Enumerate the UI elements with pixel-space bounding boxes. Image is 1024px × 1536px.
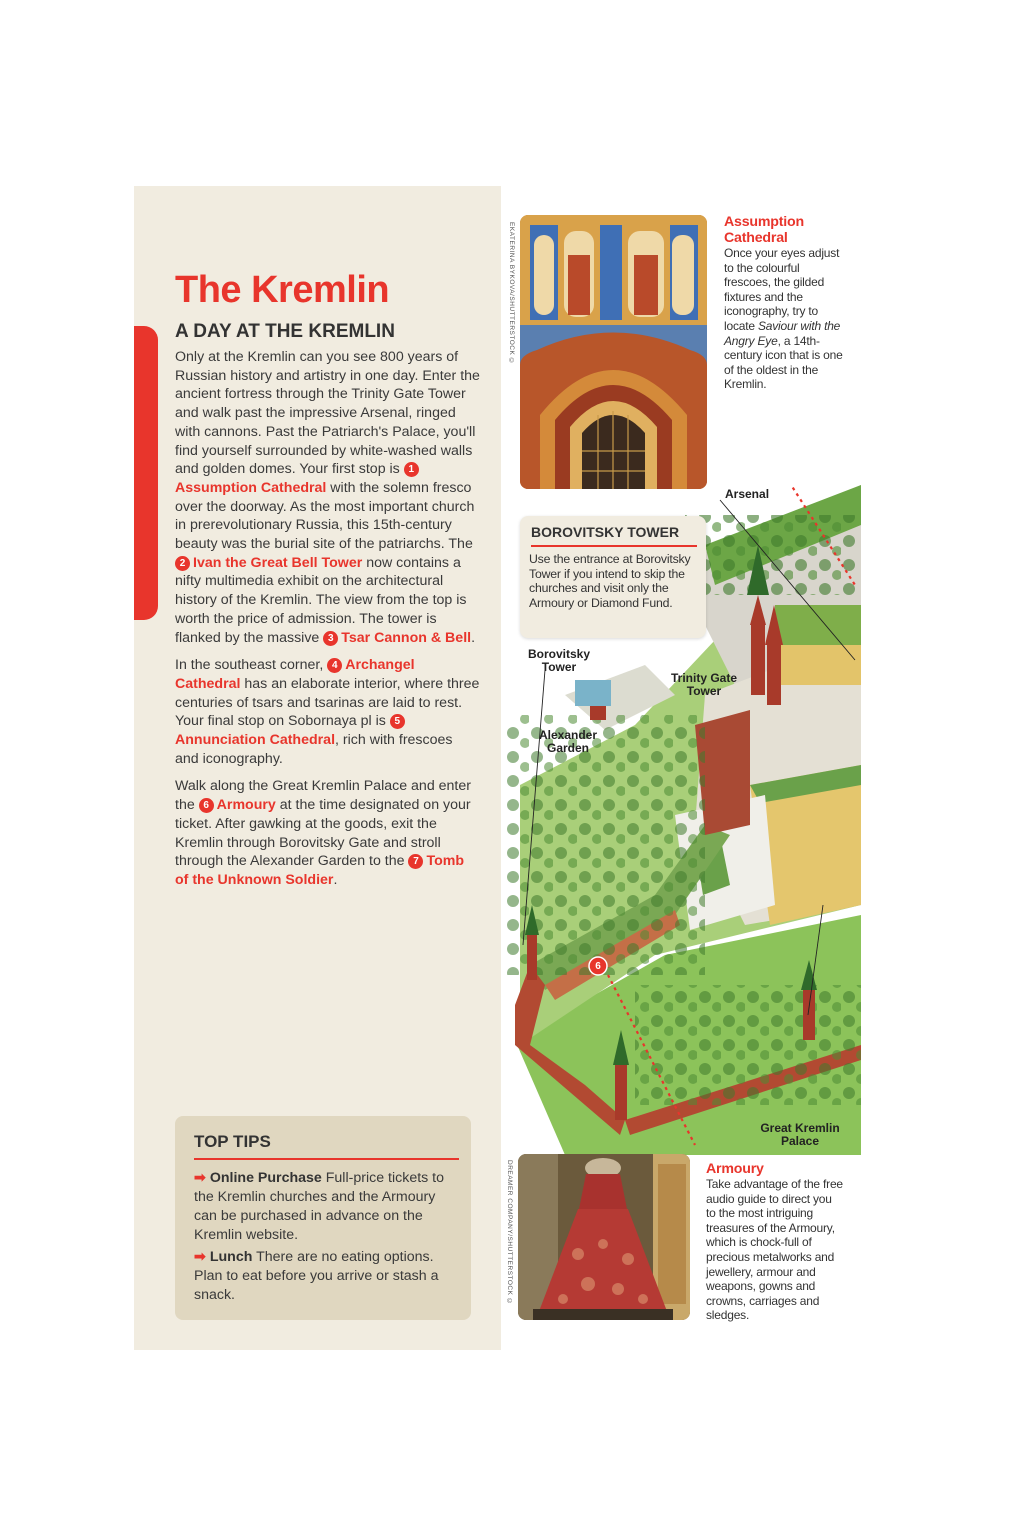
tip-item: ➡ Lunch There are no eating options. Plan to eat before you arrive or stash a snack. — [194, 1249, 439, 1303]
photo-credit-cathedral: EKATERINA BYKOVA/SHUTTERSTOCK © — [508, 222, 515, 366]
assumption-caption-title: Assumption Cathedral — [724, 214, 804, 246]
assumption-caption — [724, 214, 844, 392]
paragraph-2: In the southeast corner, 4 Archangel Cathedral has an elaborate interior, where three centuries of tsars and tsarinas are laid to rest. Your final stop on Sobornaya pl is 5Annunciation Cathedral, rich with frescoes and iconography. — [175, 657, 480, 767]
paragraph-1: Only at the Kremlin can you see 800 years of Russian history and artistry in one day. Enter the ancient fortress through the Trinity Gate Tower and walk past the impressive Arsenal, ringed with cannons. Past the Patriarch's Palace, you'll find yourself surrounded by white-washed walls and golden domes. Your first stop is 1Assumption Cathedral with the solemn fresco over the doorway. As the most important church in prerevolutionary Russia, this 15th-century beauty was the burial site of the patriarchs. The 2 Ivan the Great Bell Tower now contains a nifty multimedia exhibit on the architectural history of the Kremlin. The view from the top is worth the price of admission. The tower is flanked by the massive 3 Tsar Cannon & Bell. — [175, 349, 480, 646]
armoury-caption-title: Armoury — [706, 1161, 764, 1177]
armoury-caption — [706, 1161, 844, 1323]
link-assumption-cathedral[interactable]: Assumption Cathedral — [175, 479, 327, 496]
link-armoury[interactable]: Armoury — [216, 797, 276, 814]
page-title: The Kremlin — [175, 269, 390, 311]
label-arsenal: Arsenal — [725, 487, 770, 501]
label-great-kremlin-palace: Great Kremlin Palace — [760, 1121, 840, 1148]
borovitsky-callout — [520, 516, 706, 638]
marker-4: 4 — [327, 658, 342, 673]
label-borovitsky-tower: Borovitsky Tower — [527, 647, 591, 674]
cathedral-fresco-photo — [520, 215, 707, 489]
marker-7: 7 — [408, 854, 423, 869]
section-subtitle: A DAY AT THE KREMLIN — [175, 321, 395, 342]
tips-list — [194, 1169, 459, 1308]
armoury-caption-text: Take advantage of the free audio guide to direct you to the most intriguing treasures of the Armoury, which is chock-full of precious metalworks and jewellery, armour and weapons, gowns and crowns, carriages and sledges. — [706, 1177, 843, 1323]
label-trinity-gate-tower: Trinity Gate Tower — [670, 671, 738, 698]
borovitsky-title: BOROVITSKY TOWER — [531, 524, 680, 540]
itinerary-text — [175, 348, 480, 899]
marker-2: 2 — [175, 556, 190, 571]
top-tips-box — [175, 1116, 471, 1320]
marker-1: 1 — [404, 462, 419, 477]
tip-item: ➡ Online Purchase Full-price tickets to the Kremlin churches and the Armoury can be purchased in advance on the Kremlin website. — [194, 1170, 445, 1243]
arrow-right-icon: ➡ — [194, 1249, 206, 1265]
borovitsky-divider — [531, 545, 697, 547]
map-marker-6: 6 — [595, 961, 601, 972]
link-ivan-bell-tower[interactable]: Ivan the Great Bell Tower — [193, 554, 363, 571]
paragraph-3: Walk along the Great Kremlin Palace and enter the 6 Armoury at the time designated on your ticket. After gawking at the goods, exit the Kremlin through Borovitsky Gate and stroll through the Alexander Garden to the 7 Tomb of the Unknown Soldier. — [175, 778, 471, 888]
tips-divider — [194, 1158, 459, 1160]
tips-title: TOP TIPS — [194, 1132, 271, 1151]
borovitsky-text: Use the entrance at Borovitsky Tower if you intend to skip the churches and visit only the Armoury or Diamond Fund. — [529, 552, 691, 610]
chapter-tab — [134, 326, 158, 620]
assumption-caption-text: Once your eyes adjust to the colourful frescoes, the gilded fixtures and the iconography, try to locate Saviour with the Angry Eye, a 14th-century icon that is one of the oldest in the Kremlin. — [724, 246, 843, 392]
marker-6: 6 — [199, 798, 214, 813]
photo-credit-armoury: DREAMER COMPANY/SHUTTERSTOCK © — [506, 1160, 513, 1306]
link-archangel-cathedral[interactable]: Archangel Cathedral — [175, 657, 415, 692]
arrow-right-icon: ➡ — [194, 1170, 206, 1186]
link-tomb-unknown-soldier[interactable]: Tomb of the Unknown Soldier — [175, 853, 465, 888]
armoury-gown-photo — [518, 1154, 690, 1320]
link-annunciation-cathedral[interactable]: Annunciation Cathedral — [175, 732, 336, 749]
marker-3: 3 — [323, 631, 338, 646]
marker-5: 5 — [390, 714, 405, 729]
link-tsar-cannon[interactable]: Tsar Cannon & Bell — [341, 629, 472, 646]
label-alexander-garden: Alexander Garden — [538, 728, 598, 755]
